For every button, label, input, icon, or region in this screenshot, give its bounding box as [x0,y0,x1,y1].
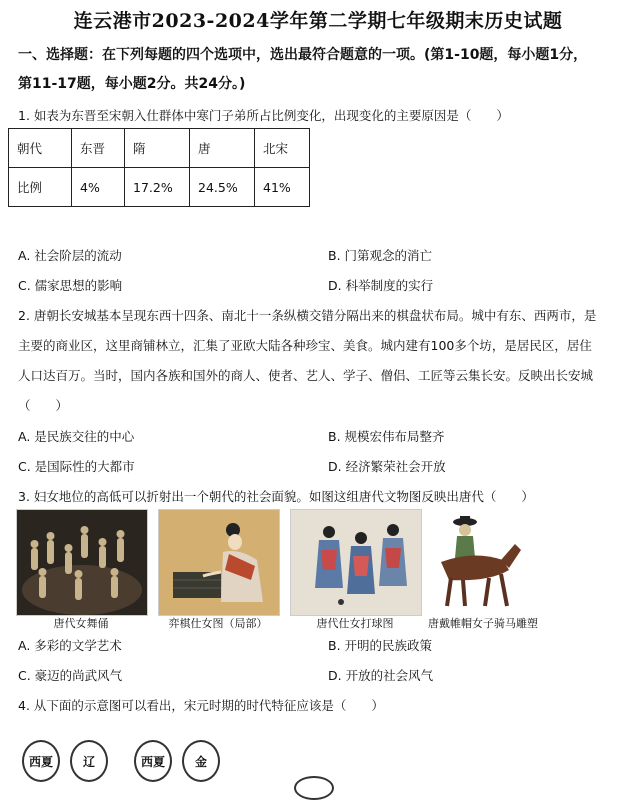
section-heading-line1: 一、选择题：在下列每题的四个选项中，选出最符合题意的一项。(第1-10题，每小题1分， [18,47,588,63]
weiqi-lady-painting-image [158,509,280,616]
q3-option-c[interactable]: C. 豪迈的尚武风气 [18,668,123,683]
q1-option-d[interactable]: D. 科举制度的实行 [328,278,434,293]
table-cell: 4% [72,168,125,207]
image-caption: 唐代女舞俑 [53,617,109,630]
regime-circle-xixia: 西夏 [134,740,172,782]
q3-option-a[interactable]: A. 多彩的文学艺术 [18,638,122,653]
table-cell: 隋 [125,129,190,168]
q2-option-b[interactable]: B. 规模宏伟布局整齐 [328,429,445,444]
tang-horse-rider-sculpture-image [428,509,540,616]
q3-option-d[interactable]: D. 开放的社会风气 [328,668,434,683]
image-caption: 弈棋仕女图（局部） [168,617,268,630]
regime-circle-xixia: 西夏 [22,740,60,782]
question-4-stem: 4. 从下面的示意图可以看出，宋元时期的时代特征应该是（ ） [18,698,384,713]
image-caption: 唐代仕女打球图 [316,617,394,630]
table-row [9,168,310,207]
q2-option-d[interactable]: D. 经济繁荣社会开放 [328,459,446,474]
table-cell: 东晋 [72,129,125,168]
table-cell: 朝代 [9,129,72,168]
question-2-line3: 人口达百万。当时，国内各族和国外的商人、使者、艺人、学子、僧侣、工匠等云集长安。反映出长安城 [18,368,594,383]
table-cell: 24.5% [190,168,255,207]
table-header-row [9,129,310,168]
regime-circle-partial [294,776,334,800]
image-caption: 唐戴帷帽女子骑马雕塑 [428,617,538,630]
question-1-table [8,128,310,207]
question-1-stem: 1. 如表为东晋至宋朝入仕群体中寒门子弟所占比例变化，出现变化的主要原因是（ ） [18,108,509,123]
question-2-line4: （ ） [18,398,69,413]
question-2-line2: 主要的商业区，这里商铺林立，汇集了亚欧大陆各种珍宝、美食。城内建有100多个坊，是居民区，居住 [18,338,592,353]
table-cell: 北宋 [255,129,310,168]
table-cell: 比例 [9,168,72,207]
regime-circle-jin: 金 [182,740,220,782]
question-2-line1: 2. 唐朝长安城基本呈现东西十四条、南北十一条纵横交错分隔出来的棋盘状布局。城中有东、西两市，是 [18,308,597,323]
q2-option-c[interactable]: C. 是国际性的大都市 [18,459,135,474]
q2-option-a[interactable]: A. 是民族交往的中心 [18,429,135,444]
table-cell: 41% [255,168,310,207]
tang-dancer-figurines-image [16,509,148,616]
page-title: 连云港市2023-2024学年第二学期七年级期末历史试题 [73,10,563,32]
table-cell: 17.2% [125,168,190,207]
tang-ladies-polo-image [290,509,422,616]
table-cell: 唐 [190,129,255,168]
q3-option-b[interactable]: B. 开明的民族政策 [328,638,433,653]
q1-option-b[interactable]: B. 门第观念的消亡 [328,248,433,263]
q1-option-a[interactable]: A. 社会阶层的流动 [18,248,122,263]
regime-circle-liao: 辽 [70,740,108,782]
question-3-stem: 3. 妇女地位的高低可以折射出一个朝代的社会面貌。如图这组唐代文物图反映出唐代（ ） [18,489,534,504]
section-heading-line2: 第11-17题，每小题2分。共24分。) [18,76,246,92]
q1-option-c[interactable]: C. 儒家思想的影响 [18,278,123,293]
